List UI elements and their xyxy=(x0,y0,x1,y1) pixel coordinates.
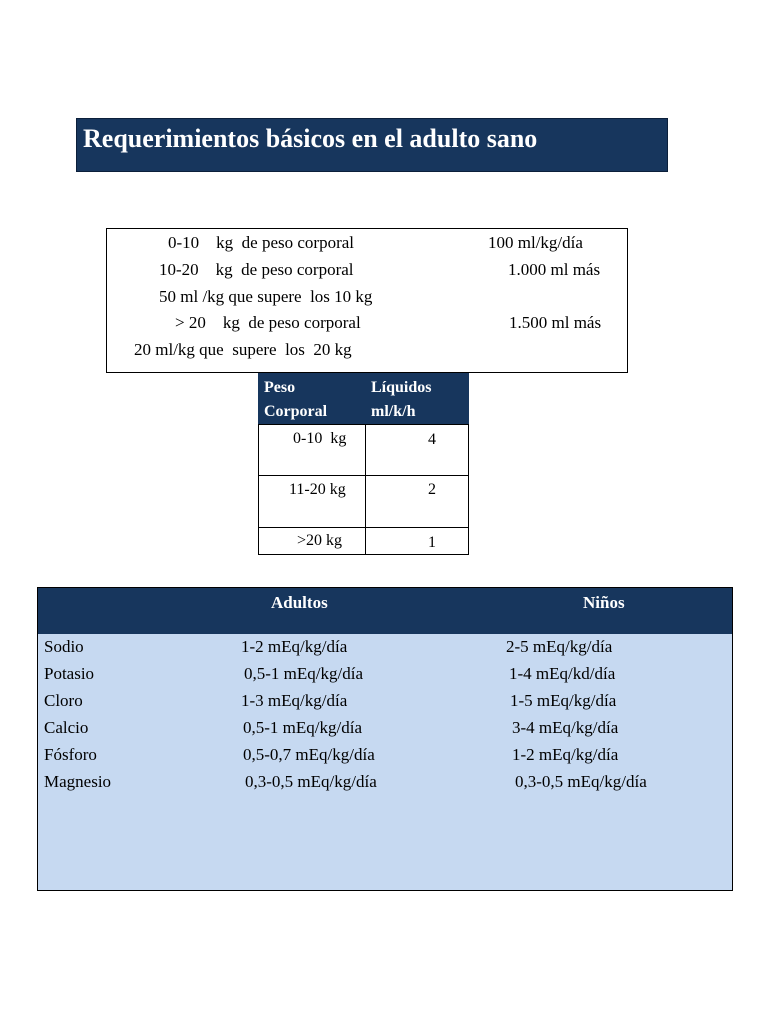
column-divider xyxy=(365,425,366,554)
rule-line-3: 50 ml /kg que supere los 10 kg xyxy=(159,287,373,306)
electrolyte-name: Sodio xyxy=(44,637,84,656)
adult-requirement: 0,3-0,5 mEq/kg/día xyxy=(245,772,377,791)
header-fluids-line1: Líquidos xyxy=(371,379,432,396)
electrolyte-name: Cloro xyxy=(44,691,83,710)
fluid-rules-box xyxy=(106,228,628,373)
rule-line-5: 20 ml/kg que supere los 20 kg xyxy=(134,340,352,359)
row-divider xyxy=(259,475,468,476)
child-requirement: 2-5 mEq/kg/día xyxy=(506,637,613,656)
electrolyte-name: Potasio xyxy=(44,664,95,683)
header-weight-line2: Corporal xyxy=(264,403,328,420)
title-banner xyxy=(76,118,668,172)
table-row xyxy=(38,636,732,663)
header-children: Niños xyxy=(583,593,625,612)
table-cell-weight: >20 kg xyxy=(297,532,343,549)
table-row xyxy=(38,717,732,744)
table-cell-fluids: 4 xyxy=(428,431,436,448)
rule-line-2-range: 10-20 kg de peso corporal xyxy=(159,260,354,279)
table-row xyxy=(38,744,732,771)
fluid-rate-table-header xyxy=(258,373,469,424)
table-cell-fluids: 1 xyxy=(428,534,436,551)
rule-line-1-value: 100 ml/kg/día xyxy=(488,233,583,252)
electrolyte-table-header xyxy=(38,588,732,634)
child-requirement: 3-4 mEq/kg/día xyxy=(512,718,619,737)
adult-requirement: 0,5-1 mEq/kg/día xyxy=(243,718,362,737)
page-title: Requerimientos básicos en el adulto sano xyxy=(83,124,538,153)
adult-requirement: 1-3 mEq/kg/día xyxy=(241,691,348,710)
adult-requirement: 1-2 mEq/kg/día xyxy=(241,637,348,656)
table-cell-weight: 0-10 kg xyxy=(293,430,347,447)
rule-line-1-range: 0-10 kg de peso corporal xyxy=(168,233,355,252)
adult-requirement: 0,5-0,7 mEq/kg/día xyxy=(243,745,375,764)
rule-line-4-range: > 20 kg de peso corporal xyxy=(175,313,361,332)
electrolyte-name: Magnesio xyxy=(44,772,112,791)
rule-line-2-value: 1.000 ml más xyxy=(508,260,601,279)
table-row xyxy=(38,690,732,717)
adult-requirement: 0,5-1 mEq/kg/día xyxy=(244,664,363,683)
child-requirement: 1-5 mEq/kg/día xyxy=(510,691,617,710)
rule-line-4-value: 1.500 ml más xyxy=(509,313,602,332)
electrolyte-name: Calcio xyxy=(44,718,89,737)
child-requirement: 0,3-0,5 mEq/kg/día xyxy=(515,772,647,791)
fluid-rate-table xyxy=(258,373,469,555)
electrolyte-table xyxy=(37,587,733,891)
table-row xyxy=(38,663,732,690)
electrolyte-name: Fósforo xyxy=(44,745,97,764)
table-cell-weight: 11-20 kg xyxy=(289,481,346,498)
row-divider xyxy=(259,527,468,528)
child-requirement: 1-2 mEq/kg/día xyxy=(512,745,619,764)
header-adults: Adultos xyxy=(271,593,328,612)
header-fluids-line2: ml/k/h xyxy=(371,403,416,420)
fluid-rate-table-body xyxy=(258,424,469,555)
table-row xyxy=(38,771,732,798)
child-requirement: 1-4 mEq/kd/día xyxy=(509,664,616,683)
header-weight-line1: Peso xyxy=(264,379,296,396)
table-cell-fluids: 2 xyxy=(428,481,436,498)
